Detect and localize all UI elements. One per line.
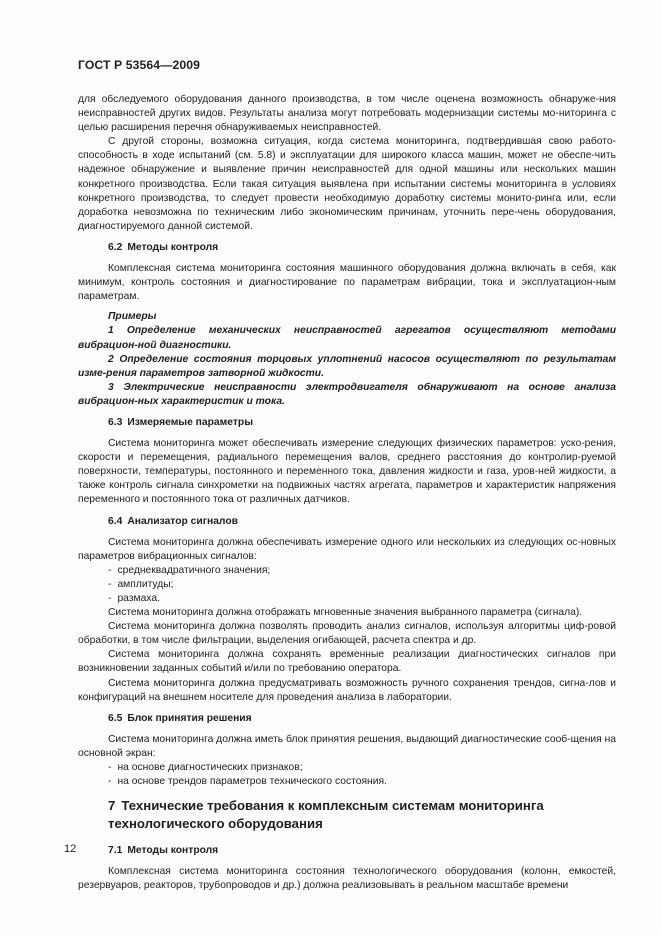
list-item: - среднеквадратичного значения; — [108, 564, 271, 576]
paragraph: Комплексная система мониторинга состояния машинного оборудования должна включать в себя, как минимум, контроль состояния и диагностирование по параметрам вибрации, тока и эксплуатацион-ным параметрам. — [78, 263, 616, 303]
page-number: 12 — [64, 843, 77, 855]
example-item: 1 Определение механических неисправностей агрегатов осуществляют методами вибрацион-ной диагностики. — [78, 325, 616, 351]
example-item: 3 Электрические неисправности электродвигателя обнаруживают на основе анализа вибрацион-ных характеристик и тока. — [78, 381, 616, 407]
examples-title: Примеры — [108, 311, 157, 323]
paragraph: С другой стороны, возможна ситуация, когда система мониторинга, подтвердившая свою работо-способность в ходе испытаний (см. 5.8) и эксплуатации для широкого класса машин, может не обеспе-чить надежное обнаружение и выявление причин неисправностей для одной машины или нескольких машин конкретного производства. Если такая ситуация выявлена при испытании системы мониторинга в условиях конкретного производства, то следует провести необходимую доработку системы монито-ринга или, если доработка невозможна по техническим либо экономическим причинам, уточнить пере-чень оборудования, диагностируемого данной системой. — [78, 136, 616, 232]
section-heading-6-5 — [78, 712, 616, 726]
section-title: Методы контроля — [127, 845, 219, 857]
section-title: Блок принятия решения — [127, 712, 252, 724]
list-item: - размаха. — [108, 593, 160, 604]
paragraph: Система мониторинга должна иметь блок принятия решения, выдающий диагностические сооб-щения на основной экран: — [78, 733, 617, 759]
section-heading-6-3 — [78, 416, 616, 430]
section-number: 6.4 — [108, 515, 123, 527]
example-item: 2 Определение состояния торцовых уплотнений насосов осуществляют по результатам изме-рения параметров затворной жидкости. — [78, 353, 616, 379]
paragraph: Система мониторинга должна сохранять временные реализации диагностических сигналов при возникновении заданных событий и/или по требованию оператора. — [78, 649, 616, 675]
paragraph: Система мониторинга должна обеспечивать измерение одного или нескольких из следующих ос-новных параметров вибрационных сигналов: — [78, 536, 616, 562]
paragraph: Система мониторинга должна предусматривать возможность ручного сохранения трендов, сигна-лов и конфигураций на внешнем носителе для проведения анализа в лаборатории. — [78, 677, 616, 703]
paragraph: Система мониторинга должна позволять проводить анализ сигналов, используя алгоритмы циф-ровой обработки, в том числе фильтрации, выделения огибающей, расчета спектра и др. — [78, 621, 616, 647]
list-item: - на основе трендов параметров технического состояния. — [108, 776, 387, 788]
paragraph: для обследуемого оборудования данного производства, в том числе оценена возможность обнаруже-ния неисправностей других видов. Результаты анализа могут потребовать модернизации системы мо-ниторинга с целью расширения перечня обнаруживаемых неисправностей. — [78, 94, 616, 134]
paragraph: Комплексная система мониторинга состояния технологического оборудования (колонн, емкостей, резервуаров, реакторов, трубопроводов и др.) должна реализовывать в реальном масштабе времени — [78, 866, 616, 892]
list-item: - амплитуды; — [108, 578, 174, 590]
chapter-number: 7 — [108, 798, 116, 814]
section-heading-6-4 — [78, 515, 616, 529]
document-header: ГОСТ Р 53564—2009 — [78, 58, 200, 72]
section-title: Методы контроля — [127, 241, 219, 253]
chapter-title: Технические требования к комплексным системам мониторинга технологического оборудования — [108, 798, 544, 831]
section-number: 6.5 — [108, 712, 123, 724]
chapter-heading-7 — [108, 797, 616, 832]
section-title: Измеряемые параметры — [127, 416, 253, 428]
paragraph: Система мониторинга должна отображать мгновенные значения выбранного параметра (сигнала). — [108, 607, 583, 619]
section-heading-7-1 — [78, 844, 616, 858]
paragraph: Система мониторинга может обеспечивать измерение следующих физических параметров: уско-рения, скорости и перемещения, радиального перемещения валов, среднего расстояния до контролир-руемой поверхности, температуры, постоянного и переменного тока, давления жидкости и газа, уров-ней жидкости, а также контроль сигнала синхрометки на подвижных частях агрегата, параметров и характеристик напряжения переменного и постоянного тока от различных датчиков. — [78, 438, 616, 506]
section-heading-6-2 — [78, 241, 616, 255]
list-item: - на основе диагностических признаков; — [108, 762, 303, 774]
section-number: 7.1 — [108, 845, 123, 857]
section-number: 6.3 — [108, 416, 123, 428]
document-page — [78, 58, 616, 894]
section-number: 6.2 — [108, 241, 123, 253]
section-title: Анализатор сигналов — [127, 515, 238, 527]
